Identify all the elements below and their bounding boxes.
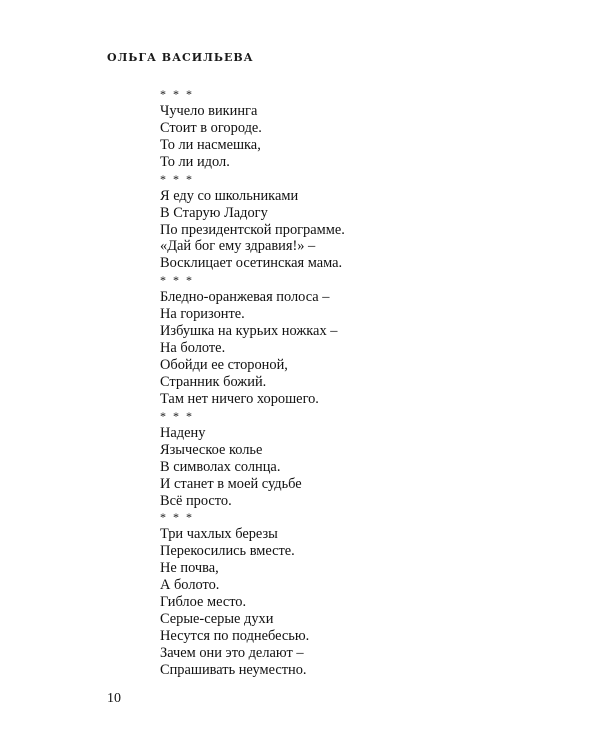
poem-line: Там нет ничего хорошего. (160, 390, 319, 407)
poem-separator: * * * (160, 273, 194, 288)
poem-text-block (160, 86, 540, 679)
poem-line: Восклицает осетинская мама. (160, 255, 343, 272)
poem-separator: * * * (160, 408, 194, 423)
poem-line: Перекосились вместе. (160, 543, 295, 560)
poem-line: Спрашивать неуместно. (160, 661, 307, 678)
poem-line: Бледно-оранжевая полоса – (160, 289, 330, 306)
poem-line: Серые-серые духи (160, 611, 274, 628)
poem-line: Зачем они это делают – (160, 644, 304, 661)
poem-line: По президентской программе. (160, 221, 345, 238)
poem-line: В Старую Ладогу (160, 204, 268, 221)
poem-separator: * * * (160, 510, 194, 525)
poem-line: Всё просто. (160, 492, 232, 509)
page-number: 10 (107, 691, 121, 706)
poem-line: Я еду со школьниками (160, 187, 299, 204)
poem-line: Обойди ее стороной, (160, 357, 288, 373)
poem-line: То ли идол. (160, 153, 230, 170)
poem-line: В символах солнца. (160, 458, 281, 475)
poem-line: «Дай бог ему здравия!» – (160, 238, 316, 255)
poem-line: А болото. (160, 577, 220, 594)
poem-line: Стоит в огороде. (160, 119, 262, 136)
poem-line: Языческое колье (160, 441, 263, 458)
poem-line: Надену (160, 424, 206, 441)
running-header-author: ОЛЬГА ВАСИЛЬЕВА (107, 51, 254, 64)
poem-line: Не почва, (160, 560, 219, 577)
poem-line: Чучело викинга (160, 102, 258, 119)
poem-line: Избушка на курьих ножках – (160, 323, 338, 340)
poem-separator: * * * (160, 171, 194, 186)
poem-separator: * * * (160, 87, 194, 101)
poem-line: Три чахлых березы (160, 526, 278, 543)
poem-line: И станет в моей судьбе (160, 475, 302, 492)
poem-line: Гиблое место. (160, 594, 247, 611)
poem-line: На горизонте. (160, 306, 245, 323)
poem-line: Несутся по поднебесью. (160, 628, 310, 644)
poem-line: На болоте. (160, 340, 226, 357)
poem-line: То ли насмешка, (160, 136, 261, 153)
poem-line: Странник божий. (160, 373, 267, 390)
